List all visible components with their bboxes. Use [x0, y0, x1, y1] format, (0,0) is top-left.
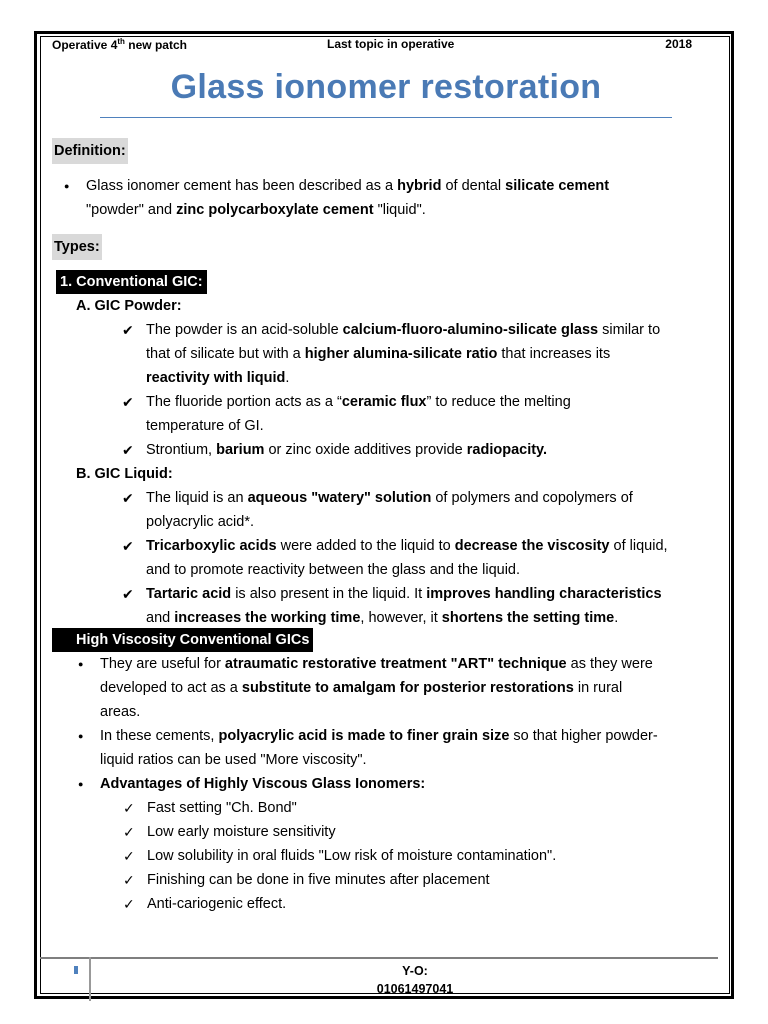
- advantage-5: ✓ Anti-cariogenic effect.: [147, 892, 286, 916]
- advantage-4: ✓ Finishing can be done in five minutes after placement: [147, 868, 490, 892]
- gic-liquid-heading: B. GIC Liquid:: [76, 466, 173, 482]
- header-left: Operative 4th new patch: [52, 37, 187, 52]
- page-title: Glass ionomer restoration: [170, 68, 602, 106]
- advantage-3: ✓ Low solubility in oral fluids "Low risk of moisture contamination".: [147, 844, 556, 868]
- definition-line-2: "powder" and zinc polycarboxylate cement "liquid".: [86, 202, 426, 218]
- advantage-1: ✓ Fast setting "Ch. Bond": [147, 796, 297, 820]
- page-header: [52, 37, 692, 53]
- definition-bullet: [86, 174, 609, 222]
- check-icon: ✔: [122, 586, 134, 602]
- gic-powder-heading: A. GIC Powder:: [76, 298, 182, 314]
- check-outline-icon: ✓: [123, 896, 135, 912]
- definition-label: Definition:: [52, 138, 128, 164]
- check-icon: ✔: [122, 442, 134, 458]
- footer-author: Y-O:: [402, 964, 428, 978]
- definition-line-1: ● Glass ionomer cement has been described as a hybrid of dental silicate cement: [86, 178, 610, 194]
- liquid-item-3: ✔ Tartaric acid is also present in the liquid. It improves handling characteristics and increases the working time, however, it shortens the setting time.: [146, 582, 662, 630]
- footer-phone: 01061497041: [376, 982, 454, 996]
- advantage-2: ✓ Low early moisture sensitivity: [147, 820, 336, 844]
- page-footer: [340, 962, 490, 998]
- types-label: Types:: [52, 234, 102, 260]
- header-center: Last topic in operative: [327, 37, 455, 51]
- header-year: 2018: [665, 37, 692, 51]
- conventional-gic-heading: 1. Conventional GIC:: [56, 270, 207, 294]
- hv-item-2: ● In these cements, polyacrylic acid is made to finer grain size so that higher powder- liquid ratios can be used "More viscosity".: [100, 724, 658, 772]
- footer-divider: [40, 957, 718, 959]
- powder-item-3: ✔ Strontium, barium or zinc oxide additives provide radiopacity.: [146, 438, 547, 462]
- powder-item-1: ✔ The powder is an acid-soluble calcium-fluoro-alumino-silicate glass similar to that of silicate but with a higher alumina-silicate ratio that increases its reactivity with liquid.: [146, 318, 660, 390]
- check-icon: ✔: [122, 490, 134, 506]
- check-outline-icon: ✓: [123, 800, 135, 816]
- footer-vertical-divider: [89, 957, 91, 1001]
- check-outline-icon: ✓: [123, 872, 135, 888]
- check-outline-icon: ✓: [123, 848, 135, 864]
- liquid-item-2: ✔ Tricarboxylic acids were added to the liquid to decrease the viscosity of liquid, and to promote reactivity between the glass and the liquid.: [146, 534, 668, 582]
- hv-item-1: ● They are useful for atraumatic restorative treatment "ART" technique as they were developed to act as a substitute to amalgam for posterior restorations in rural areas.: [100, 652, 653, 724]
- high-viscosity-heading: High Viscosity Conventional GICs: [52, 628, 313, 652]
- liquid-item-1: ✔ The liquid is an aqueous "watery" solution of polymers and copolymers of polyacrylic acid*.: [146, 486, 633, 534]
- check-outline-icon: ✓: [123, 824, 135, 840]
- check-icon: ✔: [122, 394, 134, 410]
- footer-page-marker: [74, 966, 78, 974]
- powder-item-2: ✔ The fluoride portion acts as a “ceramic flux” to reduce the melting temperature of GI.: [146, 390, 571, 438]
- hv-advantages-item: ● Advantages of Highly Viscous Glass Ionomers:: [100, 772, 425, 796]
- title-underline: [100, 117, 672, 118]
- check-icon: ✔: [122, 538, 134, 554]
- check-icon: ✔: [122, 322, 134, 338]
